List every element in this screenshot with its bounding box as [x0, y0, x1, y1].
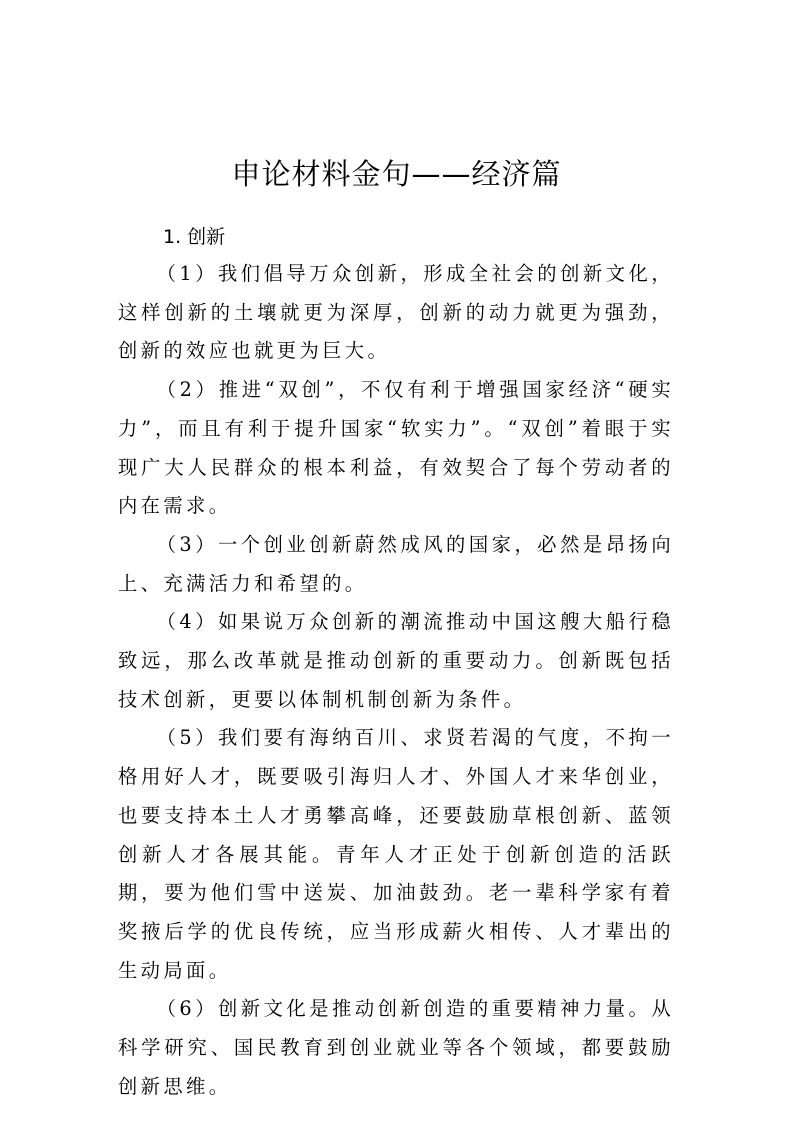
section-body — [118, 255, 674, 1106]
document-title: 申论材料金句——经济篇 — [231, 157, 562, 192]
paragraph-2: （2）推进“双创”，不仅有利于增强国家经济“硬实力”，而且有利于提升国家“软实力”。“双创”着眼于实现广大人民群众的根本利益，有效契合了每个劳动者的内在需求。 — [118, 378, 674, 518]
paragraph-1: （1）我们倡导万众创新，形成全社会的创新文化，这样创新的土壤就更为深厚，创新的动力就更为强劲，创新的效应也就更为巨大。 — [118, 262, 674, 363]
paragraph-3: （3）一个创业创新蔚然成风的国家，必然是昂扬向上、充满活力和希望的。 — [118, 532, 674, 595]
section-heading-innovation: 1. 创新 — [163, 226, 226, 248]
paragraph-5: （5）我们要有海纳百川、求贤若渴的气度，不拘一格用好人才，既要吸引海归人才、外国人才来华创业，也要支持本土人才勇攀高峰，还要鼓励草根创新、蓝领创新人才各展其能。青年人才正处于创新创造的活跃期，要为他们雪中送炭、加油鼓劲。老一辈科学家有着奖掖后学的优良传统，应当形成薪火相传、人才辈出的生动局面。 — [118, 726, 674, 982]
paragraph-6: （6）创新文化是推动创新创造的重要精神力量。从科学研究、国民教育到创业就业等各个领域，都要鼓励创新思维。 — [118, 997, 674, 1098]
paragraph-4: （4）如果说万众创新的潮流推动中国这艘大船行稳致远，那么改革就是推动创新的重要动力。创新既包括技术创新，更要以体制机制创新为条件。 — [118, 610, 674, 711]
